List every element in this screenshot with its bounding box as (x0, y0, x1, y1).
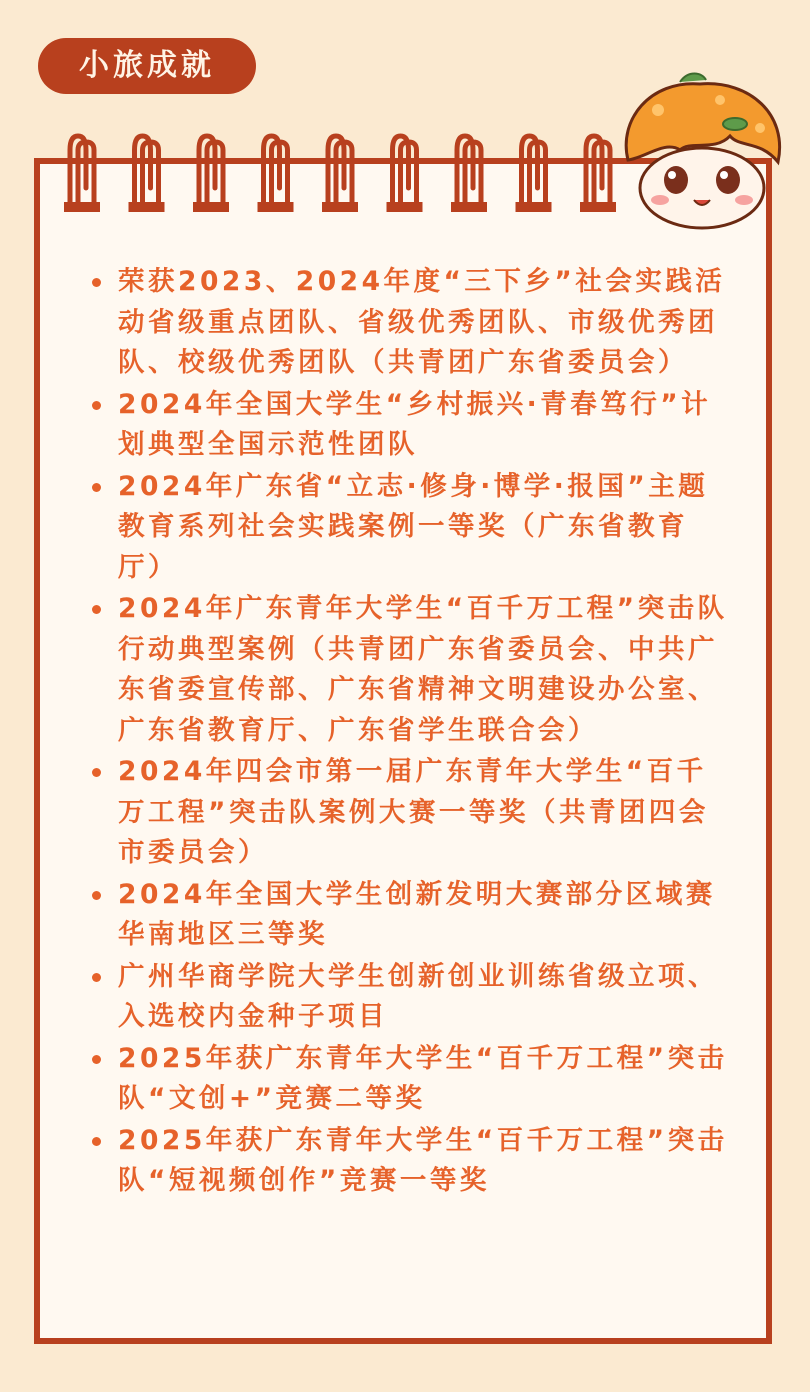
list-item: 2024年广东省“立志·修身·博学·报国”主题教育系列社会实践案例一等奖（广东省教育厅） (92, 467, 732, 589)
section-title: 小旅成就 (38, 38, 256, 94)
spiral-hole-icon (516, 202, 552, 212)
spiral-ring-icon (393, 136, 417, 206)
list-item: 2024年全国大学生“乡村振兴·青春笃行”计划典型全国示范性团队 (92, 385, 732, 466)
spiral-ring-icon (135, 136, 159, 206)
list-item: 2024年全国大学生创新发明大赛部分区域赛华南地区三等奖 (92, 875, 732, 956)
spiral-ring-icon (199, 136, 223, 206)
spiral-ring-icon (70, 136, 94, 206)
spiral-binding-icon (60, 128, 640, 224)
bullet-icon (92, 1055, 101, 1064)
bullet-icon (92, 605, 101, 614)
spiral-hole-icon (258, 202, 294, 212)
list-item: 2024年四会市第一届广东青年大学生“百千万工程”突击队案例大赛一等奖（共青团四会市委员会） (92, 752, 732, 874)
bullet-icon (92, 278, 101, 287)
spiral-ring-icon (457, 136, 481, 206)
spiral-hole-icon (129, 202, 165, 212)
spiral-hole-icon (322, 202, 358, 212)
list-item: 2024年广东青年大学生“百千万工程”突击队行动典型案例（共青团广东省委员会、中共广东省委宣传部、广东省精神文明建设办公室、广东省教育厅、广东省学生联合会） (92, 589, 732, 751)
bullet-icon (92, 401, 101, 410)
spiral-hole-icon (193, 202, 229, 212)
spiral-ring-icon (264, 136, 288, 206)
bullet-icon (92, 768, 101, 777)
list-item: 2025年获广东青年大学生“百千万工程”突击队“短视频创作”竞赛一等奖 (92, 1121, 732, 1202)
spiral-hole-icon (64, 202, 100, 212)
spiral-ring-icon (522, 136, 546, 206)
spiral-hole-icon (451, 202, 487, 212)
list-item: 荣获2023、2024年度“三下乡”社会实践活动省级重点团队、省级优秀团队、市级优秀团队、校级优秀团队（共青团广东省委员会） (92, 262, 732, 384)
bullet-icon (92, 1137, 101, 1146)
list-item: 2025年获广东青年大学生“百千万工程”突击队“文创+”竞赛二等奖 (92, 1039, 732, 1120)
bullet-icon (92, 891, 101, 900)
spiral-ring-icon (586, 136, 610, 206)
spiral-ring-icon (328, 136, 352, 206)
achievement-list (92, 262, 732, 1203)
bullet-icon (92, 483, 101, 492)
orange-hair-character-icon (610, 70, 792, 230)
bullet-icon (92, 973, 101, 982)
spiral-hole-icon (387, 202, 423, 212)
list-item: 广州华商学院大学生创新创业训练省级立项、入选校内金种子项目 (92, 957, 732, 1038)
